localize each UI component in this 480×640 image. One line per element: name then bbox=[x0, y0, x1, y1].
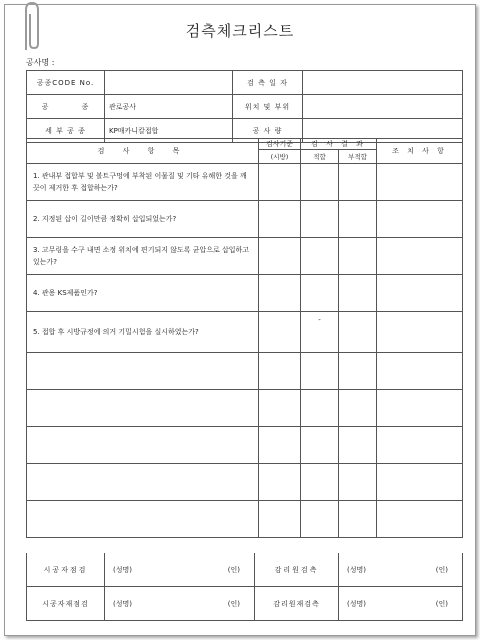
items-header: 검 사 항 목 bbox=[27, 139, 259, 164]
detail-work-label: 세 부 공 종 bbox=[27, 119, 105, 143]
pass-cell bbox=[301, 275, 339, 312]
pass-cell bbox=[301, 164, 339, 201]
name-label: (성명) bbox=[113, 600, 132, 608]
signature-table bbox=[26, 553, 463, 621]
location-label: 위치 및 부위 bbox=[233, 95, 303, 119]
criteria-header: 검사기준 bbox=[259, 139, 301, 150]
supervisor-recheck-signature-cell bbox=[339, 587, 463, 621]
criteria-cell bbox=[259, 275, 301, 312]
check-item: 5. 접합 후 시방규정에 의거 기밀시험을 실시하였는가? bbox=[27, 312, 259, 353]
code-label: 공종CODE No. bbox=[27, 71, 105, 95]
work-type-value: 관로공사 bbox=[105, 95, 233, 119]
check-item: 4. 관용 KS제품인가? bbox=[27, 275, 259, 312]
seal-label: (인) bbox=[435, 600, 448, 608]
pass-cell bbox=[301, 238, 339, 275]
check-item: 1. 관내부 접합부 및 볼트구멍에 부착된 이물질 및 기타 유해한 것을 깨끗이 제거한 후 접합하는가? bbox=[27, 164, 259, 201]
result-header: 검 사 결 과 bbox=[301, 139, 377, 150]
contractor-check-label: 시공자점검 bbox=[27, 553, 105, 587]
fail-header: 부적합 bbox=[339, 150, 377, 164]
table-row bbox=[27, 501, 463, 538]
table-row bbox=[27, 164, 463, 201]
criteria-subheader: (시방) bbox=[259, 150, 301, 164]
info-row-code bbox=[27, 71, 463, 95]
criteria-cell bbox=[259, 201, 301, 238]
seal-label: (인) bbox=[227, 600, 240, 608]
action-cell bbox=[377, 238, 463, 275]
action-cell bbox=[377, 275, 463, 312]
seal-label: (인) bbox=[227, 566, 240, 574]
supervisor-signature-cell bbox=[339, 553, 463, 587]
fail-cell bbox=[339, 275, 377, 312]
inspection-date-label: 검 측 일 자 bbox=[233, 71, 303, 95]
quantity-label: 공 사 량 bbox=[233, 119, 303, 143]
signature-row bbox=[27, 553, 463, 587]
project-name-label: 공사명 : bbox=[26, 58, 55, 67]
detail-work-value: KP매카니칼접합 bbox=[105, 119, 233, 143]
table-row bbox=[27, 238, 463, 275]
seal-label: (인) bbox=[435, 566, 448, 574]
action-cell bbox=[377, 312, 463, 353]
pass-cell bbox=[301, 312, 339, 353]
work-type-label: 공 종 bbox=[27, 95, 105, 119]
criteria-cell bbox=[259, 312, 301, 353]
code-value bbox=[105, 71, 233, 95]
action-cell bbox=[377, 164, 463, 201]
fail-cell bbox=[339, 201, 377, 238]
contractor-signature-cell bbox=[105, 553, 255, 587]
contractor-recheck-signature-cell bbox=[105, 587, 255, 621]
fail-cell bbox=[339, 312, 377, 353]
table-row bbox=[27, 353, 463, 390]
location-value bbox=[303, 95, 463, 119]
info-table bbox=[26, 70, 463, 143]
signature-row bbox=[27, 587, 463, 621]
checklist-table bbox=[26, 138, 463, 538]
table-row bbox=[27, 390, 463, 427]
mark: - bbox=[318, 316, 321, 324]
table-row bbox=[27, 275, 463, 312]
supervisor-check-label: 감리원검측 bbox=[255, 553, 339, 587]
page-title: 검측체크리스트 bbox=[185, 22, 295, 40]
action-header: 조 치 사 항 bbox=[377, 139, 463, 164]
fail-cell bbox=[339, 238, 377, 275]
table-row bbox=[27, 312, 463, 353]
pass-header: 적합 bbox=[301, 150, 339, 164]
checklist-header-row bbox=[27, 139, 463, 150]
table-row bbox=[27, 201, 463, 238]
criteria-cell bbox=[259, 164, 301, 201]
table-row bbox=[27, 427, 463, 464]
action-cell bbox=[377, 201, 463, 238]
supervisor-recheck-label: 감리원재검측 bbox=[255, 587, 339, 621]
name-label: (성명) bbox=[347, 566, 366, 574]
name-label: (성명) bbox=[347, 600, 366, 608]
contractor-recheck-label: 시공자재점검 bbox=[27, 587, 105, 621]
criteria-cell bbox=[259, 238, 301, 275]
inspection-date-value bbox=[303, 71, 463, 95]
table-row bbox=[27, 464, 463, 501]
check-item: 2. 지정된 삽이 길이만큼 정확히 삽입되었는가? bbox=[27, 201, 259, 238]
fail-cell bbox=[339, 164, 377, 201]
pass-cell bbox=[301, 201, 339, 238]
name-label: (성명) bbox=[113, 566, 132, 574]
info-row-work-type bbox=[27, 95, 463, 119]
check-item: 3. 고무링을 수구 내면 소정 위치에 편기되지 않도록 균압으로 삽입하고 있는가? bbox=[27, 238, 259, 275]
